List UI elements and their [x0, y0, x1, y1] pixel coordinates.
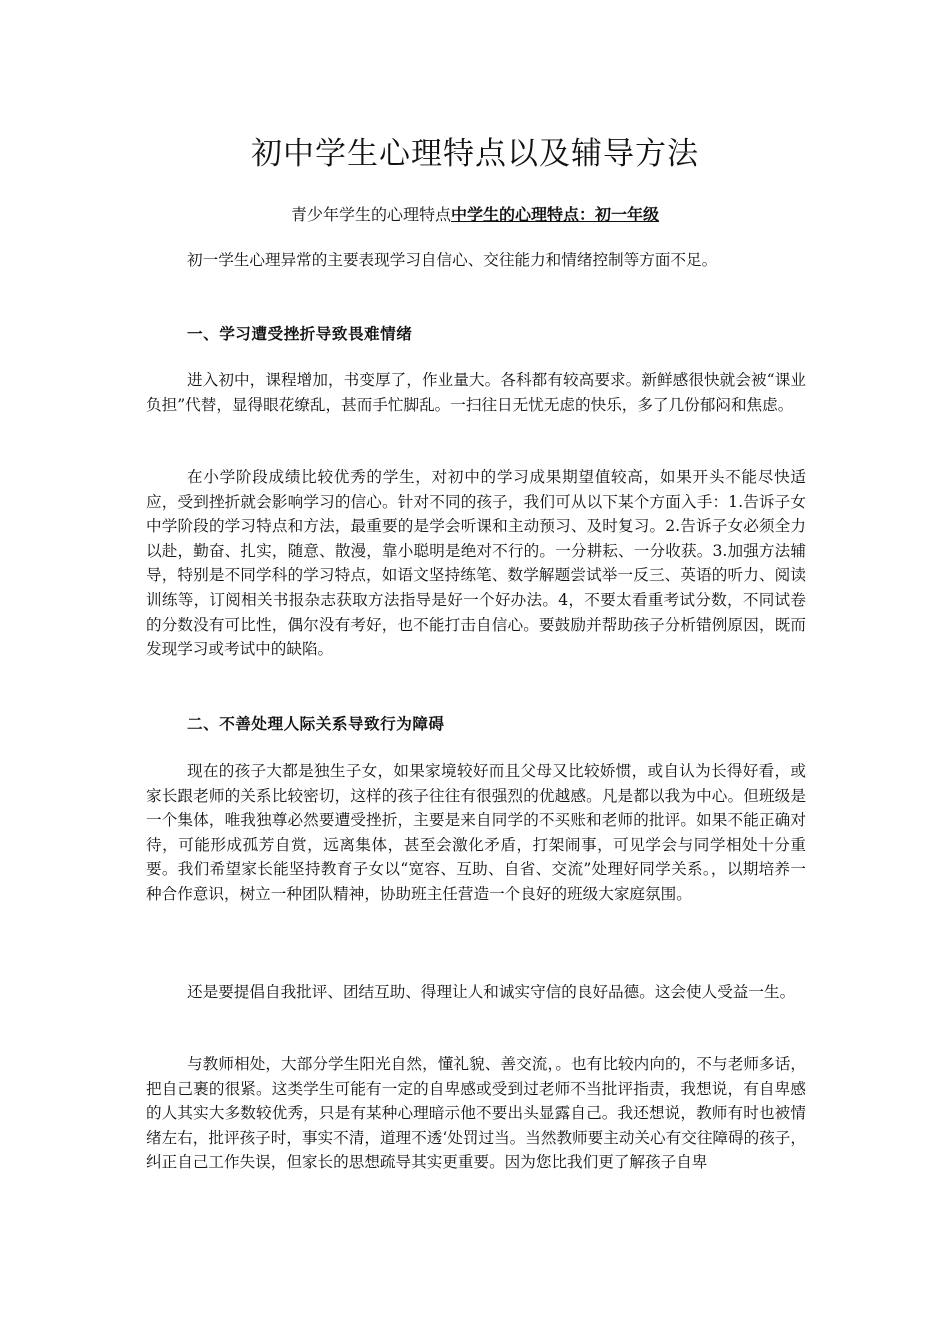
section1-paragraph-2: 在小学阶段成绩比较优秀的学生，对初中的学习成果期望值较高，如果开头不能尽快适应，受到挫折就会影响学习的信心。针对不同的孩子，我们可从以下某个方面入手：1.告诉子女中学阶段的学习特点和方法，最重要的是学会听课和主动预习、及时复习。2.告诉子女必须全力以赴，勤奋、扎实，随意、散漫，靠小聪明是绝对不行的。一分耕耘、一分收获。3.加强方法辅导，特别是不同学科的学习特点，如语文坚持练笔、数学解题尝试举一反三、英语的听力、阅读训练等，订阅相关书报杂志获取方法指导是好一个好办法。4，不要太看重考试分数，不同试卷的分数没有可比性，偶尔没有考好，也不能打击自信心。要鼓励并帮助孩子分析错例原因，既而发现学习或考试中的缺陷。	[146, 468, 806, 659]
subtitle-bold-underlined: 中学生的心理特点：初一年级	[451, 205, 660, 224]
document-title: 初中学生心理特点以及辅导方法	[251, 136, 699, 172]
subtitle-plain: 青少年学生的心理特点	[290, 205, 451, 224]
section2-paragraph-3: 与教师相处，大部分学生阳光自然，懂礼貌、善交流，。也有比较内向的，不与老师多话，把自己裹的很紧。这类学生可能有一定的自卑感或受到过老师不当批评指责，我想说，有自卑感的人其实大多数较优秀，只是有某种心理暗示他不要出头显露自己。我还想说，教师有时也被情绪左右，批评孩子时，事实不清，道理不透‘处罚过当。当然教师要主动关心有交往障碍的孩子，纠正自己工作失误，但家长的思想疏导其实更重要。因为您比我们更了解孩子自卑	[146, 1055, 806, 1172]
section2-paragraph-2: 还是要提倡自我批评、团结互助、得理让人和诚实守信的良好品德。这会使人受益一生。	[187, 983, 796, 1001]
section2-paragraph-1: 现在的孩子大都是独生子女，如果家境较好而且父母又比较娇惯，或自认为长得好看，或家长跟老师的关系比较密切，这样的孩子往往有很强烈的优越感。凡是都以我为中心。但班级是一个集体，唯我独尊必然要遭受挫折，主要是来自同学的不买账和老师的批评。如果不能正确对待，可能形成孤芳自赏，远离集体，甚至会激化矛盾，打架闹事，可见学会与同学相处十分重要。我们希望家长能坚持教育子女以“宽容、互助、自省、交流”处理好同学关系。，以期培养一种合作意识，树立一种团队精神，协助班主任营造一个良好的班级大家庭氛围。	[146, 762, 806, 903]
section2-heading: 二、不善处理人际关系导致行为障碍	[187, 714, 445, 733]
document-subtitle	[0, 202, 950, 225]
section1-paragraph-1: 进入初中，课程增加，书变厚了，作业量大。各科都有较高要求。新鲜感很快就会被“课业负担”代替，显得眼花缭乱，甚而手忙脚乱。一扫往日无忧无虑的快乐，多了几份郁闷和焦虑。	[146, 371, 806, 414]
section1-heading: 一、学习遭受挫折导致畏难情绪	[187, 324, 413, 343]
intro-paragraph: 初一学生心理异常的主要表现学习自信心、交往能力和情绪控制等方面不足。	[187, 251, 718, 269]
